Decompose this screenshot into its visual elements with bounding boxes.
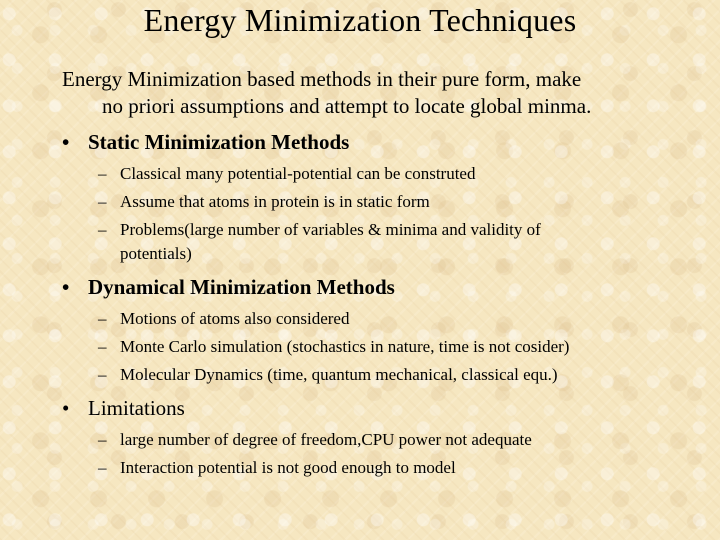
list-item-continuation: potentials) [120,244,192,263]
bullet-dot: • [62,275,70,299]
section-heading-text: Dynamical Minimization Methods [88,275,395,299]
list-item-text: large number of degree of freedom,CPU power not adequate [120,430,532,449]
dash-marker: – [98,430,107,449]
intro-line-1: Energy Minimization based methods in their pure form, make [62,67,582,91]
section-heading-text: Limitations [88,396,185,420]
dash-marker: – [98,365,107,384]
list-item-text: Interaction potential is not good enough to model [120,458,456,477]
section-heading-text: Static Minimization Methods [88,130,350,154]
bullet-dot: • [62,130,70,154]
list-item [98,363,698,387]
list-item-text: Motions of atoms also considered [120,309,350,328]
list-item [98,307,658,331]
section-static-heading [62,129,349,156]
dash-marker: – [98,192,107,211]
dash-marker: – [98,309,107,328]
section-dynamical-heading [62,274,395,301]
list-item-text: Monte Carlo simulation (stochastics in nature, time is not cosider) [120,337,570,356]
intro-paragraph [62,66,682,120]
list-item [98,456,658,480]
list-item [98,190,658,214]
list-item [98,428,658,452]
list-item-text: Classical many potential-potential can be construted [120,164,476,183]
list-item-text: Problems(large number of variables & minima and validity of [120,220,541,239]
bullet-dot: • [62,396,70,420]
intro-line-2: no priori assumptions and attempt to locate global minma. [102,94,592,118]
dash-marker: – [98,220,107,239]
list-item [98,335,698,359]
dash-marker: – [98,458,107,477]
list-item [98,162,658,186]
list-item [98,218,658,266]
list-item-text: Assume that atoms in protein is in static form [120,192,430,211]
section-limitations-heading [62,395,185,422]
dash-marker: – [98,337,107,356]
list-item-text: Molecular Dynamics (time, quantum mechanical, classical equ.) [120,365,558,384]
slide-title: Energy Minimization Techniques [143,2,577,38]
dash-marker: – [98,164,107,183]
